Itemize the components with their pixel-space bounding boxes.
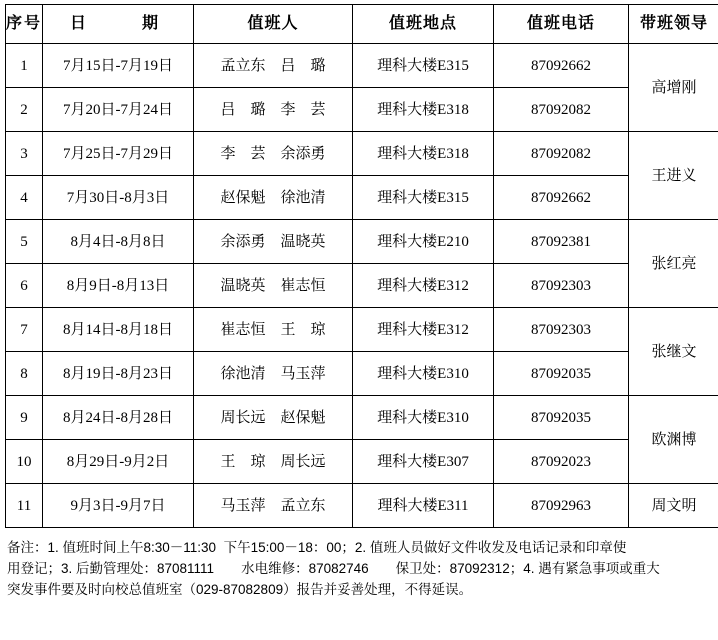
cell-seq: 4 [6,176,43,220]
duty-schedule-table [5,4,718,528]
cell-seq: 3 [6,132,43,176]
cell-seq: 9 [6,396,43,440]
cell-date: 8月19日-8月23日 [43,352,194,396]
column-header-seq-label: 序号 [6,15,43,33]
cell-place: 理科大楼E315 [353,44,494,88]
cell-seq: 11 [6,484,43,528]
table-row [6,396,718,440]
table-row [6,484,718,528]
column-header-date-label: 日 期 [69,15,166,33]
column-header-leader: 带班领导 [629,5,718,44]
cell-date: 7月25日-7月29日 [43,132,194,176]
cell-seq: 7 [6,308,43,352]
cell-person: 吕 璐 李 芸 [194,88,353,132]
cell-place: 理科大楼E310 [353,352,494,396]
cell-seq: 1 [6,44,43,88]
table-row [6,308,718,352]
cell-place: 理科大楼E318 [353,88,494,132]
cell-phone: 87092303 [494,264,629,308]
cell-date: 8月29日-9月2日 [43,440,194,484]
cell-person: 崔志恒 王 琼 [194,308,353,352]
cell-seq: 10 [6,440,43,484]
cell-place: 理科大楼E310 [353,396,494,440]
table-header-row [6,5,718,44]
table-header [6,5,718,44]
cell-phone: 87092381 [494,220,629,264]
footnote-line-1: 备注：1. 值班时间上午8:30－11:30 下午15:00－18：00；2. 值班人员做好文件收发及电话记录和印章使 [7,540,627,555]
table-row [6,44,718,88]
cell-place: 理科大楼E312 [353,308,494,352]
cell-phone: 87092082 [494,132,629,176]
cell-leader: 王进义 [629,132,718,220]
cell-date: 8月9日-8月13日 [43,264,194,308]
cell-phone: 87092023 [494,440,629,484]
table-body [6,44,718,528]
cell-leader: 张继文 [629,308,718,396]
cell-date: 8月24日-8月28日 [43,396,194,440]
cell-leader: 高增刚 [629,44,718,132]
cell-leader: 周文明 [629,484,718,528]
cell-person: 王 琼 周长远 [194,440,353,484]
cell-leader: 张红亮 [629,220,718,308]
cell-date: 7月20日-7月24日 [43,88,194,132]
table-row [6,132,718,176]
cell-phone: 87092082 [494,88,629,132]
cell-seq: 8 [6,352,43,396]
footnote-line-3: 突发事件要及时向校总值班室（029-87082809）报告并妥善处理，不得延误。 [7,581,473,597]
cell-phone: 87092035 [494,396,629,440]
cell-phone: 87092963 [494,484,629,528]
cell-date: 8月4日-8月8日 [43,220,194,264]
cell-person: 温晓英 崔志恒 [194,264,353,308]
cell-person: 赵保魁 徐池清 [194,176,353,220]
cell-place: 理科大楼E318 [353,132,494,176]
cell-place: 理科大楼E311 [353,484,494,528]
cell-seq: 2 [6,88,43,132]
cell-place: 理科大楼E307 [353,440,494,484]
cell-place: 理科大楼E315 [353,176,494,220]
cell-person: 徐池清 马玉萍 [194,352,353,396]
column-header-date [43,5,194,44]
cell-seq: 6 [6,264,43,308]
table-row [6,176,718,220]
column-header-person: 值班人 [194,5,353,44]
column-header-place: 值班地点 [353,5,494,44]
cell-place: 理科大楼E210 [353,220,494,264]
cell-person: 周长远 赵保魁 [194,396,353,440]
table-row [6,264,718,308]
cell-leader: 欧渊博 [629,396,718,484]
column-header-seq [6,5,43,44]
table-row [6,352,718,396]
cell-person: 余添勇 温晓英 [194,220,353,264]
cell-person: 马玉萍 孟立东 [194,484,353,528]
cell-person: 李 芸 余添勇 [194,132,353,176]
footnotes [5,538,711,601]
table-row [6,220,718,264]
table-row [6,88,718,132]
cell-phone: 87092303 [494,308,629,352]
cell-phone: 87092662 [494,44,629,88]
cell-date: 8月14日-8月18日 [43,308,194,352]
column-header-phone: 值班电话 [494,5,629,44]
cell-place: 理科大楼E312 [353,264,494,308]
cell-phone: 87092662 [494,176,629,220]
cell-person: 孟立东 吕 璐 [194,44,353,88]
cell-seq: 5 [6,220,43,264]
cell-date: 7月15日-7月19日 [43,44,194,88]
table-row [6,440,718,484]
cell-date: 7月30日-8月3日 [43,176,194,220]
footnote-line-2: 用登记；3. 后勤管理处：87081111 水电维修：87082746 保卫处：87092312；4. 遇有紧急事项或重大 [7,560,660,576]
cell-phone: 87092035 [494,352,629,396]
cell-date: 9月3日-9月7日 [43,484,194,528]
